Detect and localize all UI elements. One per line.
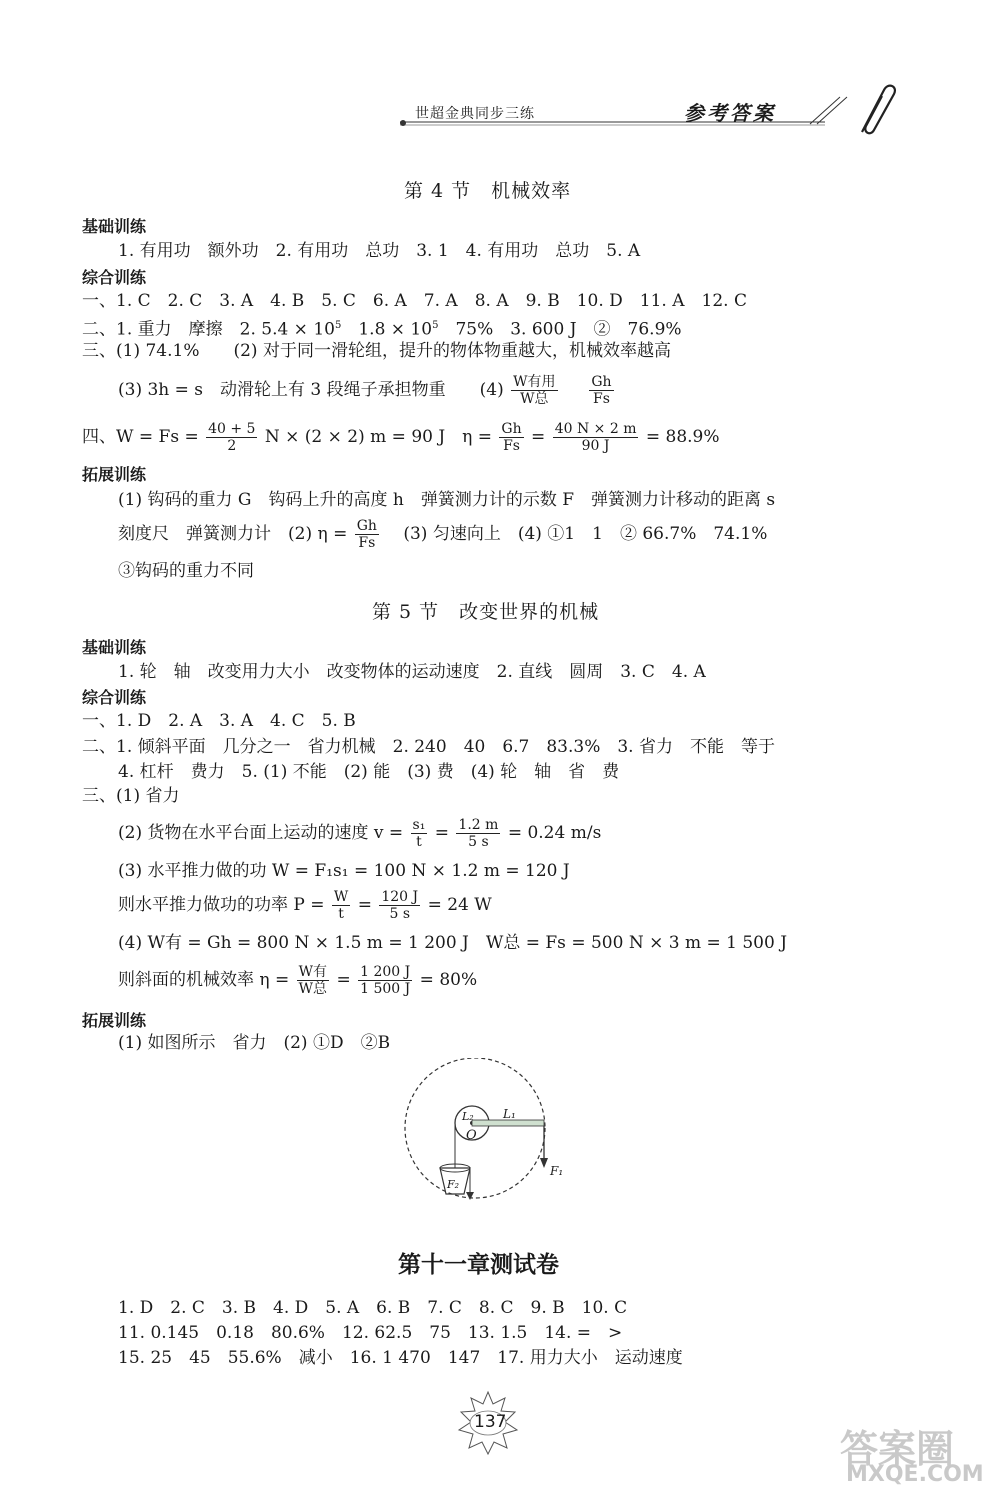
s5-comp-part2-line1: 二、1. 倾斜平面 几分之一 省力机械 2. 240 40 6.7 83.3% 3. 省力 不能 等于: [82, 737, 775, 757]
s4-comp-part3-line1: 三、(1) 74.1% (2) 对于同一滑轮组，提升的物体物重越大，机械效率越高: [82, 341, 671, 361]
s5-comprehensive-label: 综合训练: [82, 688, 147, 707]
chapter-11-title: 第十一章测试卷: [398, 1252, 559, 1278]
watermark-logo: 答案圈: [840, 1427, 955, 1471]
watermark-url: MXQE.COM: [846, 1462, 984, 1487]
s5-comp-part3-power: 则水平推力做功的功率 P = $\frac{W}{t}$ = $\frac{120 J}{5 s}$ = 24 W: [118, 889, 492, 922]
figure-label-o: O: [466, 1128, 477, 1143]
s5-comp-part3-line1: 三、(1) 省力: [82, 786, 180, 806]
s4-comp-part1: 一、1. C 2. C 3. A 4. B 5. C 6. A 7. A 8. A 9. B 10. D 11. A 12. C: [82, 291, 747, 311]
s4-extension-label: 拓展训练: [82, 465, 147, 484]
s5-comp-part1: 一、1. D 2. A 3. A 4. C 5. B: [82, 711, 356, 731]
s4-ext-line1: (1) 钩码的重力 G 钩码上升的高度 h 弹簧测力计的示数 F 弹簧测力计移动的距离 s: [118, 490, 776, 510]
figure-label-f2: F₂: [447, 1178, 460, 1191]
s4-basic-label: 基础训练: [82, 217, 147, 236]
header-answer-label: 参考答案: [684, 101, 776, 125]
s4-ext-line2: 刻度尺 弹簧测力计 (2) η = $\frac{Gh}{Fs}$ (3) 匀速向上 (4) ①1 1 ② 66.7% 74.1%: [118, 518, 768, 551]
figure-label-l2: L₂: [462, 1110, 474, 1123]
s5-basic-answers: 1. 轮 轴 改变用力大小 改变物体的运动速度 2. 直线 圆周 3. C 4. A: [118, 662, 706, 682]
s5-extension-label: 拓展训练: [82, 1011, 147, 1030]
s5-basic-label: 基础训练: [82, 638, 147, 657]
header-book-title: 世超金典同步三练: [415, 106, 535, 122]
s5-comp-part4-efficiency: 则斜面的机械效率 η = $\frac{\text{W有}}{\text{W总}}$ = $\frac{1 200 J}{1 500 J}$ = 80%: [118, 964, 478, 997]
s5-comp-part4-work: (4) W有 = Gh = 800 N × 1.5 m = 1 200 J W总 = Fs = 500 N × 3 m = 1 500 J: [118, 933, 788, 953]
s4-basic-answers: 1. 有用功 额外功 2. 有用功 总功 3. 1 4. 有用功 总功 5. A: [118, 241, 641, 261]
figure-label-f1: F₁: [550, 1164, 564, 1178]
page-number: 137: [474, 1412, 507, 1432]
ch11-answers-line3: 15. 25 45 55.6% 减小 16. 1 470 147 17. 用力大小 运动速度: [118, 1348, 683, 1368]
s5-comp-part3-work: (3) 水平推力做的功 W = F₁s₁ = 100 N × 1.2 m = 120 J: [118, 861, 570, 881]
section-5-title: 第 5 节 改变世界的机械: [372, 601, 600, 623]
ch11-answers-line1: 1. D 2. C 3. B 4. D 5. A 6. B 7. C 8. C 9. B 10. C: [118, 1298, 628, 1318]
s5-comp-part2-line2: 4. 杠杆 费力 5. (1) 不能 (2) 能 (3) 费 (4) 轮 轴 省 费: [118, 762, 620, 782]
s4-comprehensive-label: 综合训练: [82, 268, 147, 287]
s4-comp-part4: 四、W = Fs = $\frac{40 + 5}{2}$ N × (2 × 2) m = 90 J η = $\frac{Gh}{Fs}$ = $\frac{40 N \times 2 m}{90 J}$ = 88.9%: [82, 421, 720, 454]
s4-comp-part2: 二、1. 重力 摩擦 2. $5.4 \times 10^5$ $1.8 \times 10^5$ 75% 3. 600 J ② 76.9%: [82, 319, 682, 340]
section-4-title: 第 4 节 机械效率: [404, 180, 572, 202]
s4-comp-part3-line2: (3) 3h = s 动滑轮上有 3 段绳子承担物重 (4) $\frac{\text{W有用}}{\text{W总}}$ $\frac{Gh}{Fs}$: [118, 374, 612, 407]
ch11-answers-line2: 11. 0.145 0.18 80.6% 12. 62.5 75 13. 1.5 14. = >: [118, 1323, 623, 1343]
paperclip-icon: [848, 80, 898, 140]
wheel-axle-figure: [400, 1058, 560, 1208]
s5-ext-line1: (1) 如图所示 省力 (2) ①D ②B: [118, 1033, 391, 1053]
figure-label-l1: L₁: [503, 1107, 516, 1121]
s4-ext-line3: ③钩码的重力不同: [118, 561, 254, 581]
s5-comp-part3-speed: (2) 货物在水平台面上运动的速度 v = $\frac{\text{s₁}}{t}$ = $\frac{1.2 m}{5 s}$ = 0.24 m/s: [118, 817, 602, 850]
